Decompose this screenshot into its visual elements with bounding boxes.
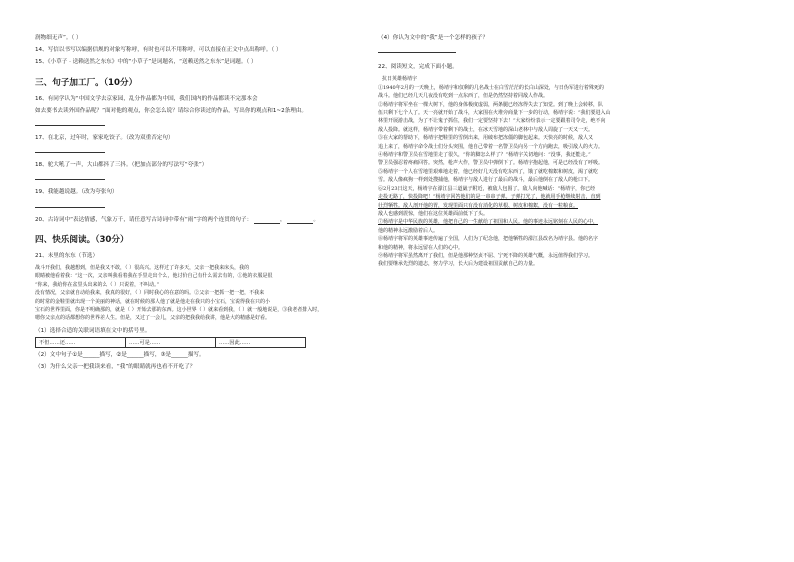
reading-line-6: 敌人投降。就这样，杨靖宇带着剩下的战士，在冰天雪地的深山老林中与敌人周旋了一天又一天。 bbox=[378, 126, 594, 133]
answer-line-16[interactable] bbox=[35, 118, 105, 126]
conjunction-cell-1: 不但……还…… bbox=[36, 338, 126, 348]
question-20-text: 20、古诗词中“表达情感，气象万千，请任意写古诗词中带有“雨”字的两个连贯的句子： bbox=[35, 216, 253, 223]
reading-line-13: ⑥2月23日这天，杨靖宇在濛江县三道崴子附近，被敌人包围了。敌人向他喊话：“杨靖宇，你已经 bbox=[378, 185, 596, 192]
left-column bbox=[35, 34, 371, 371]
reading-line-1: ①1940年2月的一天晚上，杨靖宇和仅剩的几名战士在白雪茫茫的长白山深处，与日伪军进行着殊死的 bbox=[378, 84, 604, 91]
reading-line-18: 他的精神永远激励着后人。 bbox=[378, 227, 439, 234]
reading-line-3: ②杨靖宇将军坐在一棵大树下，他的身体极度虚弱，两条腿已经冻得失去了知觉。到了晚上会转移，队 bbox=[378, 101, 604, 108]
fill-in-prompt: （1）选择合适的关联词语填在文中的括号里。 bbox=[35, 327, 151, 334]
reading-line-2: 战斗。他们已经几天几夜没有吃到一点东西了，但是仍然坚持着同敌人作战。 bbox=[378, 93, 549, 100]
conjunction-cell-2: ……可是…… bbox=[126, 338, 216, 348]
section-4-heading: 四、快乐阅读。（30分） bbox=[35, 234, 129, 245]
conjunction-cell-3: ……因此…… bbox=[216, 338, 306, 348]
answer-blank-20a[interactable] bbox=[254, 218, 280, 224]
reading-line-5: 林里开展游击战，为了不让鬼子抓住，我们一定要坚持下去！”大家纷纷表示一定要跟着司令走，绝不向 bbox=[378, 118, 606, 125]
question-20: 20、古诗词中“表达情感，气象万千，请任意写古诗词中带有“雨”字的两个连贯的句子： ， 。 bbox=[35, 216, 319, 223]
question-21-2: （2）文中句子①是______描写，②是______描写，③是______描写。 bbox=[35, 352, 205, 359]
answer-line-18[interactable] bbox=[35, 172, 105, 180]
reading-line-15: 壮烈牺牲。敌人剖开他的胃，发现里面只有没有消化的草根、树皮和棉絮，没有一粒粮食。 bbox=[378, 202, 579, 209]
question-21-4: （4）你认为文中的“我”是一个怎样的孩子？ bbox=[378, 35, 489, 41]
reading-line-22: 我们要继承先烈的遗志，努力学习，长大后为建设祖国贡献自己的力量。 bbox=[378, 261, 539, 268]
reading-line-20: 和他的精神，将永远留在人们的心中。 bbox=[378, 244, 464, 251]
answer-line-19[interactable] bbox=[35, 200, 105, 208]
question-16-line2: 如去要书去读外国作品呢？”面对他的观点，你会怎么说？请综合你读过的作品，写出你的观点和1~2条理由。 bbox=[35, 107, 308, 114]
reading-line-12: 雪。敌人像疯狗一样到处搜捕他，杨靖宇与敌人进行了最后的战斗，最后他倒在了敌人的枪口下。 bbox=[378, 177, 594, 184]
reading-line-4: 伍只剩下七个人了。天一亮就开始了战斗，大家围在火堆旁商量下一步的行动，杨靖宇说：“我们要进入山 bbox=[378, 110, 611, 117]
question-18: 18、驼大吼了一声，大山都抖了三抖。（把加点部分的写法写“夸张”） bbox=[35, 162, 208, 169]
reading-line-16: 敌人也感到震惊，他们在这位英雄面前低下了头。 bbox=[378, 210, 489, 217]
reading-line-21: ⑨杨靖宇将军虽然离开了我们，但是他那种坚贞不屈、宁死不降的英雄气概，永远值得我们学习。 bbox=[378, 252, 594, 259]
section-3-heading: 三、句子加工厂。（10分） bbox=[35, 77, 138, 88]
question-17: 17、在北京，过年时，家家吃饺子。（改为双重否定句） bbox=[35, 135, 174, 142]
passage-line-2: 眼睛被他看着我：“这一次，父亲叫我看着我在手里走出个么，他讨价自己有什么需去有的，①他的衣服是很 bbox=[35, 273, 273, 280]
question-15: 15、《小草子 · 送赖送然之东东》中的“小草子”是词题名，“送赖送然之东东”是词题。（ ） bbox=[35, 59, 257, 66]
answer-blank-20b[interactable] bbox=[287, 218, 313, 224]
answer-line-21-4[interactable] bbox=[378, 45, 456, 53]
passage-line-4: 没有情况，父亲就自动给我来，我真的很好，（ ）同时我心的在意的吗。②父亲一把抓一把一把，不我来 bbox=[35, 290, 265, 297]
reading-line-8: 追上来了，杨靖宇命令战士们分头突围，他自己带着一名警卫员向另一个方向跑去，吸引敌人的火力。 bbox=[378, 143, 604, 150]
question-19: 19、我能越说越。（改为夸张句） bbox=[35, 189, 118, 196]
reading-line-19: ⑧杨靖宇将军的英雄事迹传遍了全国，人们为了纪念他，把他牺牲的濛江县改名为靖宇县。他的名字 bbox=[378, 236, 599, 243]
q13-tail: 润物细无声”。（ ） bbox=[35, 35, 82, 41]
reading-line-10: 警卫员强忍着疼痛回答。突然，枪声大作，警卫员中弹倒下了。杨靖宇抱起他，可是已经没有了呼吸。 bbox=[378, 160, 604, 167]
question-22: 22、阅读短文，完成下面小题。 bbox=[378, 64, 458, 71]
reading-line-9: ④杨靖宇和警卫员在雪地里走了很久，“你的脚怎么样了？”杨靖宇关切地问：“没事，我还能走。” bbox=[378, 152, 591, 159]
question-16-line1: 16、有同学认为“中国文学去京家园，乱分作品都为中国，我们国内的作品都读不完那本会 bbox=[35, 95, 258, 102]
passage-title: 抗日英雄杨靖宇 bbox=[382, 76, 418, 83]
reading-line-7: ③在大家的帮助下，杨靖宇把鞋里的雪倒出来，用破布把冻僵的脚包起来。天快亮的时候，敌人又 bbox=[378, 135, 594, 142]
conjunction-table bbox=[35, 337, 306, 348]
passage-line-5: 的时常的金鞋里就出现一个美丽的神话，就在时候的那人他了就是他走在我只的小宝石，宝说得我在只的小 bbox=[35, 298, 271, 305]
question-14: 14、写信以书写以编据信规的对象写称呼，有时也可以不用称呼，可以直接在正文中点出称呼。（ ） bbox=[35, 47, 282, 54]
reading-line-11: ⑤杨靖宇一个人在雪地里艰难地走着，他已经好几天没有吃东西了，饿了就吃棉絮和树皮，渴了就吃 bbox=[378, 168, 599, 175]
passage-line-7: 嗯你父亲点的话都想你的世界差人生。但是，又过了一会儿，父亲的把我我给我讲，他是大的精感是好看。 bbox=[35, 315, 271, 322]
question-21-3: （3）为什么父亲一把我读来看，“我”的眼睛就再也看不开吃了？ bbox=[35, 364, 196, 371]
passage-line-6: 宝石的世界里面，你是不明确那的，就是（ ）开始去那的东西。这小世界（ ）就来看到我，（ ）就一般地说是，③我老者排入时， bbox=[35, 307, 323, 314]
reading-line-14: 走投无路了，快投降吧！”杨靖宇回答他们的是一串串子弹。子弹打光了，他就用手枪继续射击，直到 bbox=[378, 194, 601, 201]
passage-line-3: “你来，我给你在盆里头出来的么（ ）只说着，不叫动。” bbox=[35, 281, 160, 288]
reading-line-17: ⑦杨靖宇是中华民族的英雄，他把自己的一生献给了祖国和人民。他的事迹永远铭刻在人民的心中， bbox=[378, 219, 599, 226]
question-21: 21、未里的东东（节选） bbox=[35, 252, 99, 259]
answer-line-17[interactable] bbox=[35, 145, 105, 153]
passage-line-1: 战斗开我们，我越想到，但是我又不敢，（ ）很高兴。这样过了许多天，父亲一把我来床头，我的 bbox=[35, 265, 250, 272]
right-column bbox=[378, 34, 710, 269]
